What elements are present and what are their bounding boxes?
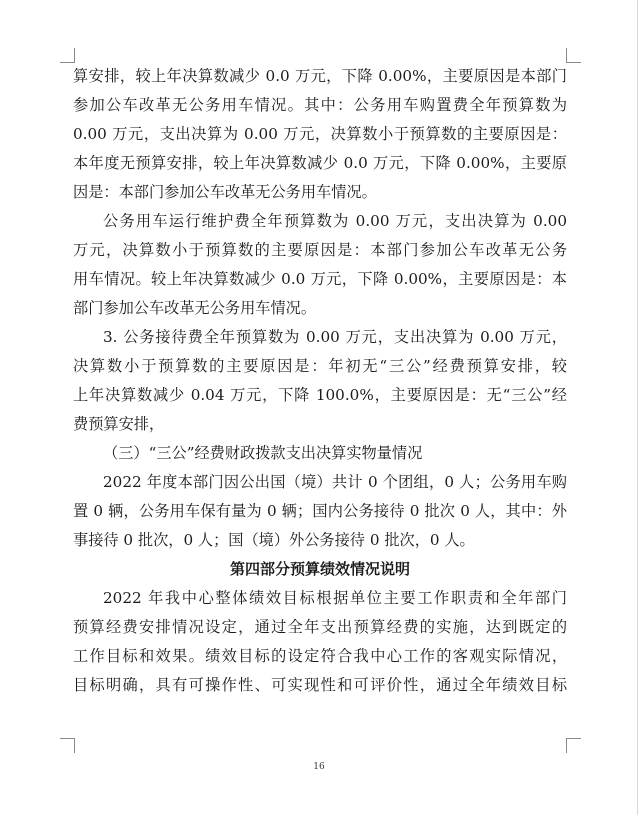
text-line: 目标明确，具有可操作性、可实现性和可评价性，通过全年绩效目标 [73,676,567,694]
section-subheading: （三）“三公”经费财政拨款支出决算实物量情况 [103,444,423,462]
crop-mark-top-right [566,48,581,63]
text-line: 3. 公务接待费全年预算数为 0.00 万元，支出决算为 0.00 万元， [103,328,567,346]
text-line: 0.00 万元，支出决算为 0.00 万元，决算数小于预算数的主要原因是： [73,125,567,143]
text-line: 参加公车改革无公务用车情况。其中：公务用车购置费全年预算数为 [73,96,567,114]
text-line: 2022 年我中心整体绩效目标根据单位主要工作职责和全年部门 [103,589,567,607]
text-line: 因是：本部门参加公车改革无公务用车情况。 [73,183,377,201]
text-line: 上年决算数减少 0.04 万元，下降 100.0%，主要原因是：无“三公”经 [73,386,567,404]
section-heading: 第四部分预算绩效情况说明 [229,560,410,578]
text-line: 事接待 0 批次，0 人；国（境）外公务接待 0 批次，0 人。 [73,531,475,549]
text-line: 决算数小于预算数的主要原因是：年初无“三公”经费预算安排，较 [73,357,567,375]
text-line: 公务用车运行维护费全年预算数为 0.00 万元，支出决算为 0.00 [103,212,567,230]
text-line: 算安排，较上年决算数减少 0.0 万元，下降 0.00%，主要原因是本部门 [73,67,567,85]
page-number: 16 [313,762,325,772]
text-line: 万元，决算数小于预算数的主要原因是：本部门参加公车改革无公务 [73,241,567,259]
text-line: 预算经费安排情况设定，通过全年支出预算经费的实施，达到既定的 [73,618,567,636]
text-line: 费预算安排， [73,415,165,433]
text-line: 部门参加公车改革无公务用车情况。 [73,299,316,317]
crop-mark-top-left [60,48,75,63]
text-line: 2022 年度本部门因公出国（境）共计 0 个团组，0 人；公务用车购 [103,473,567,491]
crop-mark-bottom-left [60,738,75,753]
text-line: 置 0 辆，公务用车保有量为 0 辆；国内公务接待 0 批次 0 人，其中：外 [73,502,567,520]
text-line: 本年度无预算安排，较上年决算数减少 0.0 万元，下降 0.00%，主要原 [73,154,567,172]
crop-mark-bottom-right [566,738,581,753]
text-line: 用车情况。较上年决算数减少 0.0 万元，下降 0.00%，主要原因是：本 [73,270,567,288]
text-line: 工作目标和效果。绩效目标的设定符合我中心工作的客观实际情况， [73,647,567,665]
page-body [73,62,567,700]
